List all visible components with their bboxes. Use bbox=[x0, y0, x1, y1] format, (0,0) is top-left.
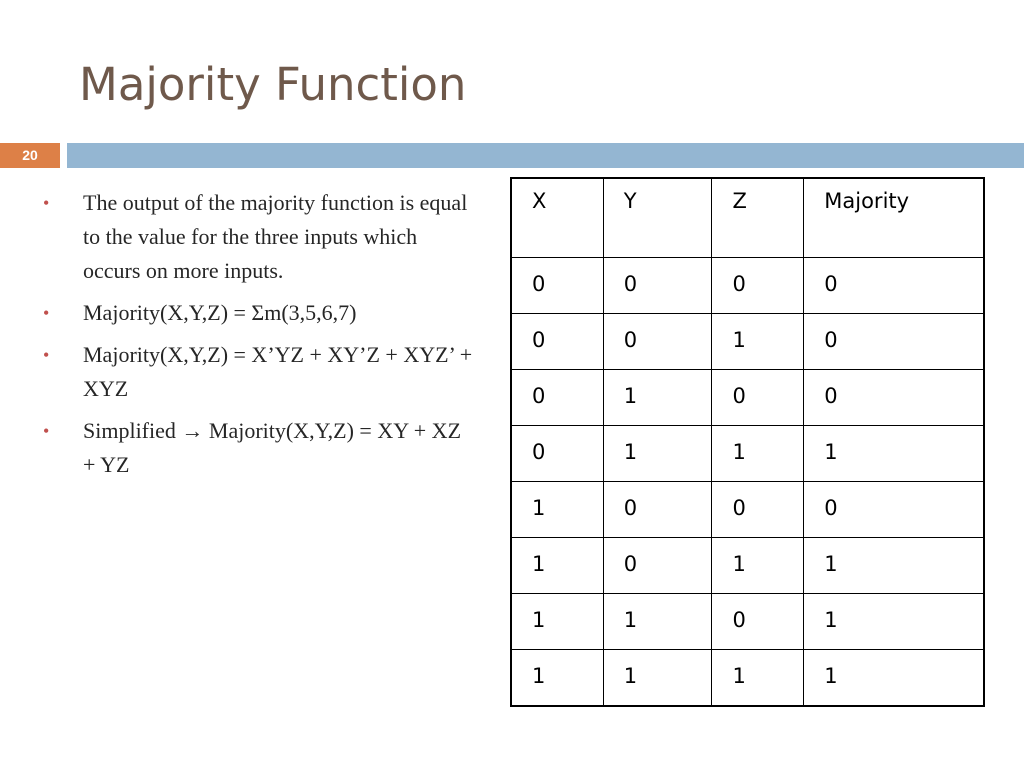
cell-x: 0 bbox=[512, 426, 604, 482]
header-y: Y bbox=[603, 179, 712, 258]
bullet-list bbox=[43, 186, 473, 490]
table-row bbox=[512, 538, 984, 594]
cell-z: 1 bbox=[712, 314, 804, 370]
cell-x: 0 bbox=[512, 370, 604, 426]
cell-x: 0 bbox=[512, 314, 604, 370]
slide-title: Majority Function bbox=[79, 58, 467, 111]
cell-x: 1 bbox=[512, 594, 604, 650]
cell-z: 0 bbox=[712, 370, 804, 426]
table-body bbox=[512, 258, 984, 706]
cell-y: 1 bbox=[603, 650, 712, 706]
header-x: X bbox=[512, 179, 604, 258]
cell-z: 0 bbox=[712, 258, 804, 314]
table-row bbox=[512, 258, 984, 314]
cell-y: 0 bbox=[603, 258, 712, 314]
table-row bbox=[512, 650, 984, 706]
cell-z: 1 bbox=[712, 538, 804, 594]
cell-z: 1 bbox=[712, 426, 804, 482]
header-z: Z bbox=[712, 179, 804, 258]
cell-z: 0 bbox=[712, 482, 804, 538]
table-header-row bbox=[512, 179, 984, 258]
cell-z: 1 bbox=[712, 650, 804, 706]
slide-number-badge: 20 bbox=[0, 143, 60, 168]
bullet-text: The output of the majority function is equal to the value for the three inputs which occurs on more inputs. bbox=[83, 190, 468, 283]
cell-x: 1 bbox=[512, 650, 604, 706]
bullet-dot-icon: • bbox=[43, 421, 50, 441]
header-majority: Majority bbox=[804, 179, 984, 258]
bullet-item bbox=[43, 338, 473, 406]
cell-x: 1 bbox=[512, 538, 604, 594]
cell-x: 1 bbox=[512, 482, 604, 538]
bullet-dot-icon: • bbox=[43, 193, 50, 213]
cell-x: 0 bbox=[512, 258, 604, 314]
bullet-text: Majority(X,Y,Z) = Σm(3,5,6,7) bbox=[83, 300, 357, 325]
bullet-dot-icon: • bbox=[43, 303, 50, 323]
cell-y: 0 bbox=[603, 482, 712, 538]
cell-y: 0 bbox=[603, 538, 712, 594]
table-row bbox=[512, 314, 984, 370]
table-row bbox=[512, 370, 984, 426]
cell-majority: 1 bbox=[804, 594, 984, 650]
cell-majority: 0 bbox=[804, 370, 984, 426]
cell-majority: 1 bbox=[804, 538, 984, 594]
truth-table bbox=[511, 178, 984, 706]
cell-y: 1 bbox=[603, 426, 712, 482]
table-row bbox=[512, 482, 984, 538]
cell-majority: 1 bbox=[804, 426, 984, 482]
cell-y: 0 bbox=[603, 314, 712, 370]
cell-majority: 1 bbox=[804, 650, 984, 706]
cell-majority: 0 bbox=[804, 314, 984, 370]
title-underline-bar bbox=[67, 143, 1024, 168]
bullet-item bbox=[43, 296, 473, 330]
bullet-dot-icon: • bbox=[43, 345, 50, 365]
table-row bbox=[512, 594, 984, 650]
bullet-text: Simplified → Majority(X,Y,Z) = XY + XZ + YZ bbox=[83, 418, 462, 477]
cell-y: 1 bbox=[603, 370, 712, 426]
cell-majority: 0 bbox=[804, 258, 984, 314]
bullet-item bbox=[43, 414, 473, 482]
cell-z: 0 bbox=[712, 594, 804, 650]
cell-y: 1 bbox=[603, 594, 712, 650]
table-row bbox=[512, 426, 984, 482]
cell-majority: 0 bbox=[804, 482, 984, 538]
bullet-item bbox=[43, 186, 473, 288]
bullet-text: Majority(X,Y,Z) = X’YZ + XY’Z + XYZ’ + XYZ bbox=[83, 342, 473, 401]
